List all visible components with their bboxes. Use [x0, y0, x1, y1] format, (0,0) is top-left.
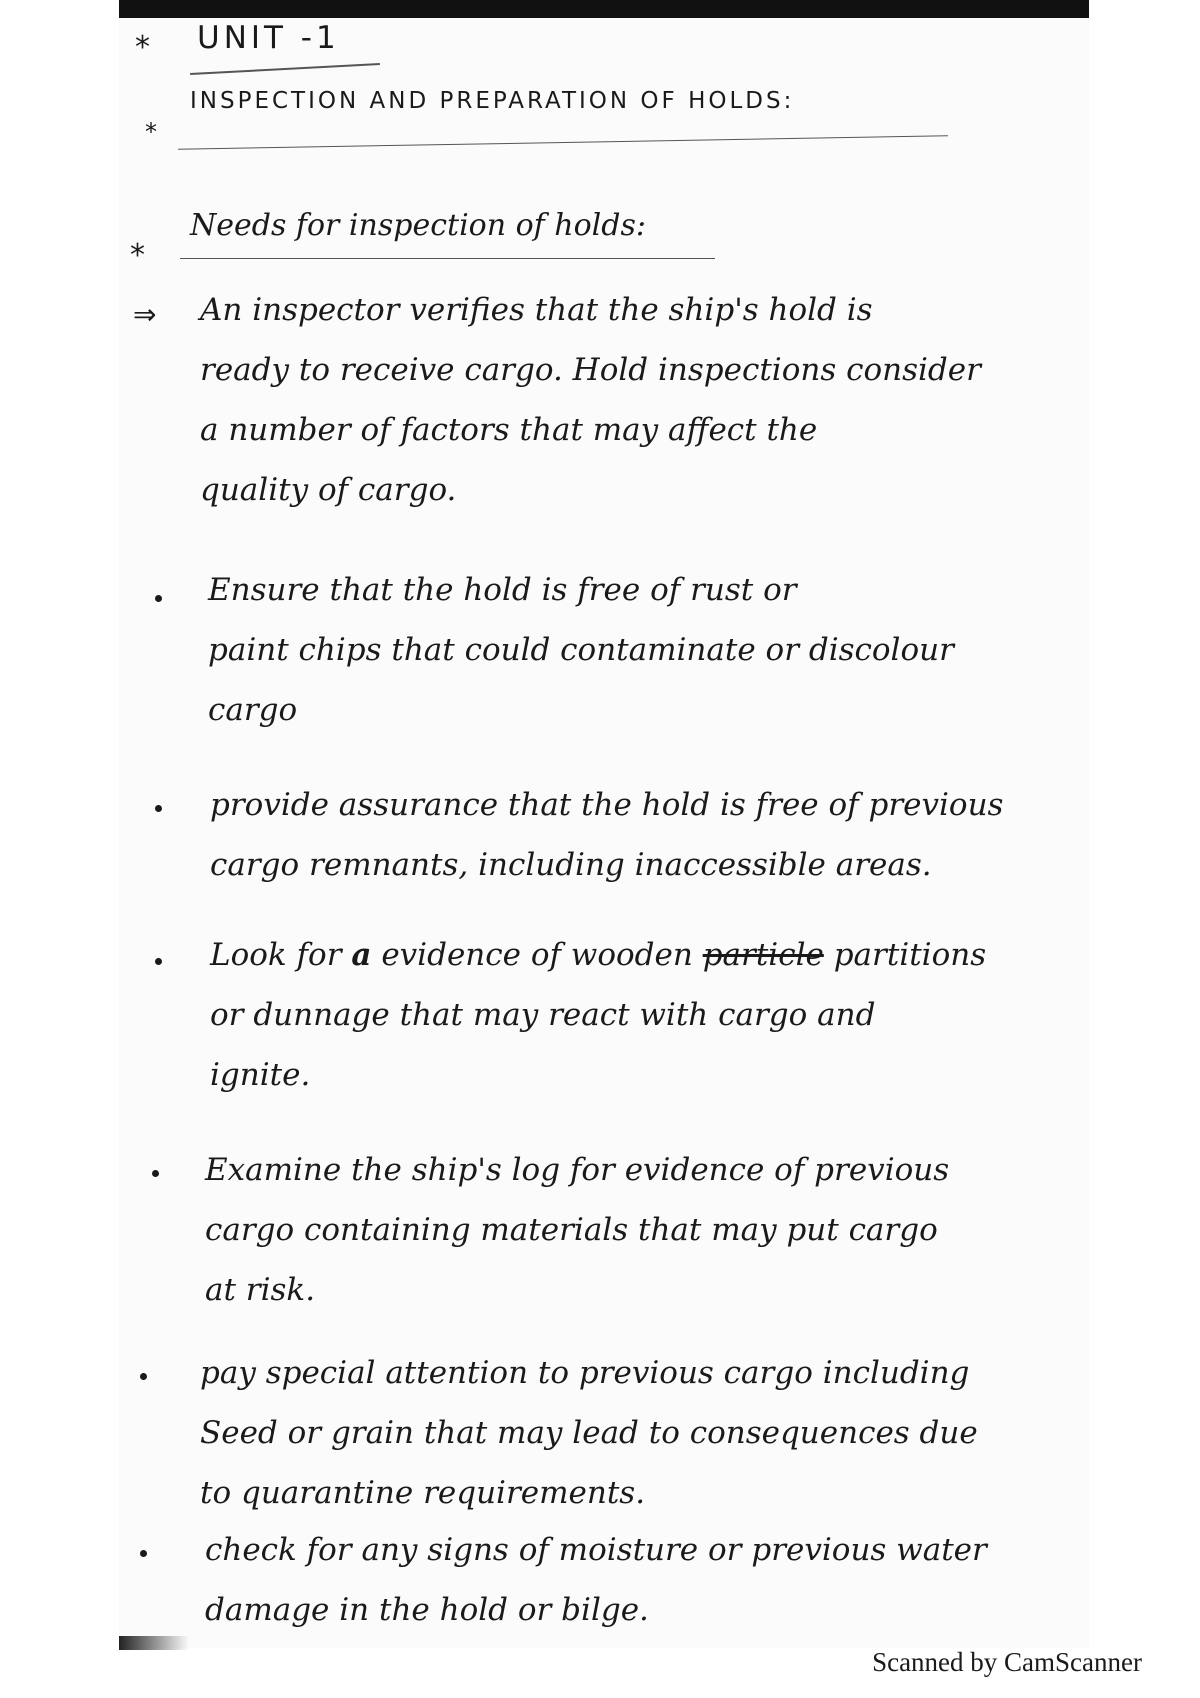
bullet-4-line-1: Examine the ship's log for evidence of previous: [205, 1152, 950, 1188]
bullet-1-line-3: cargo: [208, 692, 298, 728]
scan-bottom-shadow: [119, 1636, 189, 1650]
bullet-4-line-2: cargo containing materials that may put cargo: [205, 1212, 938, 1248]
bullet-dot-2: [155, 805, 162, 812]
bullet-item-6: [205, 1520, 987, 1640]
bullet-3-struck-word: particle: [702, 937, 824, 973]
bullet-item-3: [210, 925, 986, 1105]
needs-bullet-star: *: [130, 238, 145, 273]
bullet-1-line-1: Ensure that the hold is free of rust or: [208, 572, 797, 608]
bullet-2-line-1: provide assurance that the hold is free of previous: [210, 787, 1004, 823]
bullet-3-text-c: partitions: [833, 937, 987, 973]
bullet-3-line-2: or dunnage that may react with cargo and: [210, 997, 876, 1033]
intro-line-2: ready to receive cargo. Hold inspections consider: [200, 352, 981, 388]
needs-subtitle: Needs for inspection of holds:: [190, 208, 646, 243]
bullet-5-line-1: pay special attention to previous cargo including: [200, 1355, 970, 1391]
bullet-5-line-3: to quarantine requirements.: [200, 1475, 646, 1511]
bullet-3-text-b: evidence of wooden: [381, 937, 693, 973]
intro-line-4: quality of cargo.: [200, 472, 457, 508]
bullet-3-inline-dot: a: [351, 937, 372, 973]
bullet-1-line-2: paint chips that could contaminate or discolour: [208, 632, 954, 668]
bullet-item-4: [205, 1140, 949, 1320]
bullet-dot-5: [140, 1373, 147, 1380]
bullet-item-5: [200, 1343, 978, 1523]
unit-title: UNIT -1: [197, 20, 340, 56]
scanner-watermark: Scanned by CamScanner: [872, 1647, 1142, 1677]
section-main-title: INSPECTION AND PREPARATION OF HOLDS:: [190, 88, 795, 114]
bullet-6-line-2: damage in the hold or bilge.: [205, 1592, 649, 1628]
bullet-3-text-a: Look for: [210, 937, 342, 973]
bullet-dot-4: [152, 1170, 159, 1177]
section-title-bullet-star: *: [145, 118, 157, 146]
bullet-4-line-3: at risk.: [205, 1272, 316, 1308]
scan-left-margin: [0, 0, 119, 1698]
bullet-dot-6: [140, 1550, 147, 1557]
intro-line-3: a number of factors that may affect the: [200, 412, 818, 448]
needs-underline: [180, 258, 715, 259]
bullet-item-1: [208, 560, 954, 740]
bullet-2-line-2: cargo remnants, including inaccessible areas.: [210, 847, 932, 883]
bullet-5-line-2: Seed or grain that may lead to consequences due: [200, 1415, 978, 1451]
bullet-3-line-3: ignite.: [210, 1057, 311, 1093]
intro-arrow-marker: ⇒: [133, 298, 157, 331]
bullet-3-line-1: [210, 925, 986, 985]
intro-line-1: An inspector verifies that the ship's hold is: [200, 292, 873, 328]
intro-paragraph: [200, 280, 981, 520]
bullet-6-line-1: check for any signs of moisture or previous water: [205, 1532, 987, 1568]
bullet-dot-3: [155, 958, 162, 965]
bullet-item-2: [210, 775, 1003, 895]
heading-bullet-star: *: [135, 30, 150, 65]
scan-top-edge: [119, 0, 1089, 18]
bullet-dot-1: [155, 595, 162, 602]
